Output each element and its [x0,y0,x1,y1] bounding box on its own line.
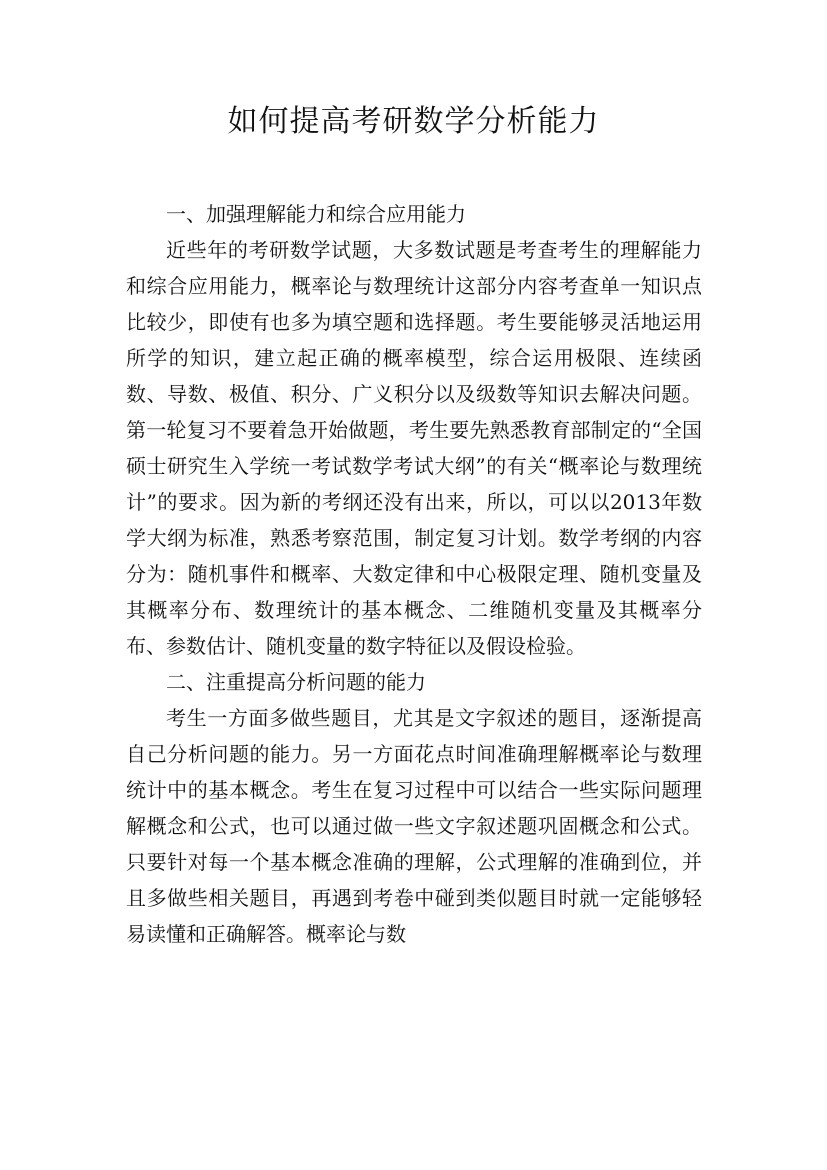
section-paragraph-2: 考生一方面多做些题目，尤其是文字叙述的题目，逐渐提高自己分析问题的能力。另一方面花点时间准确理解概率论与数理统计中的基本概念。考生在复习过程中可以结合一些实际问题理解概念和公式，也可以通过做一些文字叙述题巩固概念和公式。只要针对每一个基本概念准确的理解，公式理解的准确到位，并且多做些相关题目，再遇到考卷中碰到类似题目时就一定能够轻易读懂和正确解答。概率论与数 [126,706,702,946]
document-title: 如何提高考研数学分析能力 [227,104,600,139]
document-body [126,196,702,952]
section-heading-1: 一、加强理解能力和综合应用能力 [166,202,466,226]
section-heading-2: 二、注重提高分析问题的能力 [166,670,426,694]
section-paragraph-1: 近些年的考研数学试题，大多数试题是考查考生的理解能力和综合应用能力，概率论与数理统计这部分内容考查单一知识点比较少，即使有也多为填空题和选择题。考生要能够灵活地运用所学的知识，建立起正确的概率模型，综合运用极限、连续函数、导数、极值、积分、广义积分以及级数等知识去解决问题。第一轮复习不要着急开始做题，考生要先熟悉教育部制定的“全国硕士研究生入学统一考试数学考试大纲”的有关“概率论与数理统计”的要求。因为新的考纲还没有出来，所以，可以以2013年数学大纲为标准，熟悉考察范围，制定复习计划。数学考纲的内容分为：随机事件和概率、大数定律和中心极限定理、随机变量及其概率分布、数理统计的基本概念、二维随机变量及其概率分布、参数估计、随机变量的数字特征以及假设检验。 [126,238,702,658]
